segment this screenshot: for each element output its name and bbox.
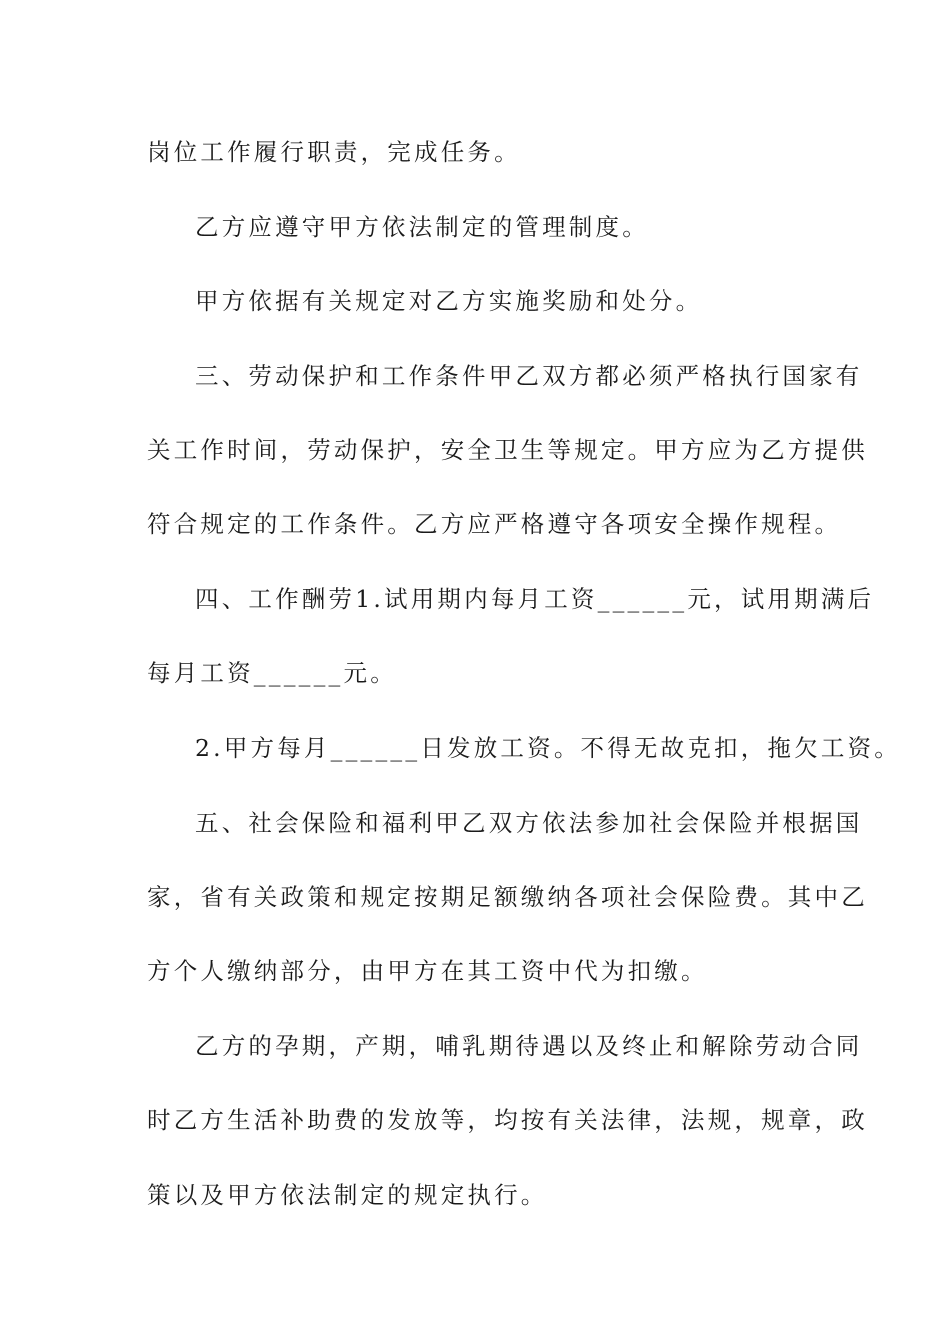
paragraph-line: 岗位工作履行职责，完成任务。 [147,138,521,166]
paragraph-line: 甲方依据有关规定对乙方实施奖励和处分。 [195,287,703,315]
paragraph-line: 方个人缴纳部分，由甲方在其工资中代为扣缴。 [147,957,708,985]
paragraph-line: 乙方的孕期，产期，哺乳期待遇以及终止和解除劳动合同 [195,1032,863,1060]
paragraph-line: 符合规定的工作条件。乙方应严格遵守各项安全操作规程。 [147,510,842,538]
paragraph-line: 每月工资______元。 [147,659,397,687]
paragraph-line: 五、社会保险和福利甲乙双方依法参加社会保险并根据国 [195,809,863,837]
paragraph-line: 策以及甲方依法制定的规定执行。 [147,1181,548,1209]
paragraph-line: 时乙方生活补助费的发放等，均按有关法律，法规，规章，政 [147,1106,868,1134]
paragraph-line: 乙方应遵守甲方依法制定的管理制度。 [195,213,649,241]
paragraph-line: 关工作时间，劳动保护，安全卫生等规定。甲方应为乙方提供 [147,436,868,464]
paragraph-line: 三、劳动保护和工作条件甲乙双方都必须严格执行国家有 [195,362,863,390]
paragraph-line: 家，省有关政策和规定按期足额缴纳各项社会保险费。其中乙 [147,883,868,911]
paragraph-line: 2.甲方每月______日发放工资。不得无故克扣，拖欠工资。 [195,734,901,762]
paragraph-line: 四、工作酬劳1.试用期内每月工资______元，试用期满后 [195,585,875,613]
